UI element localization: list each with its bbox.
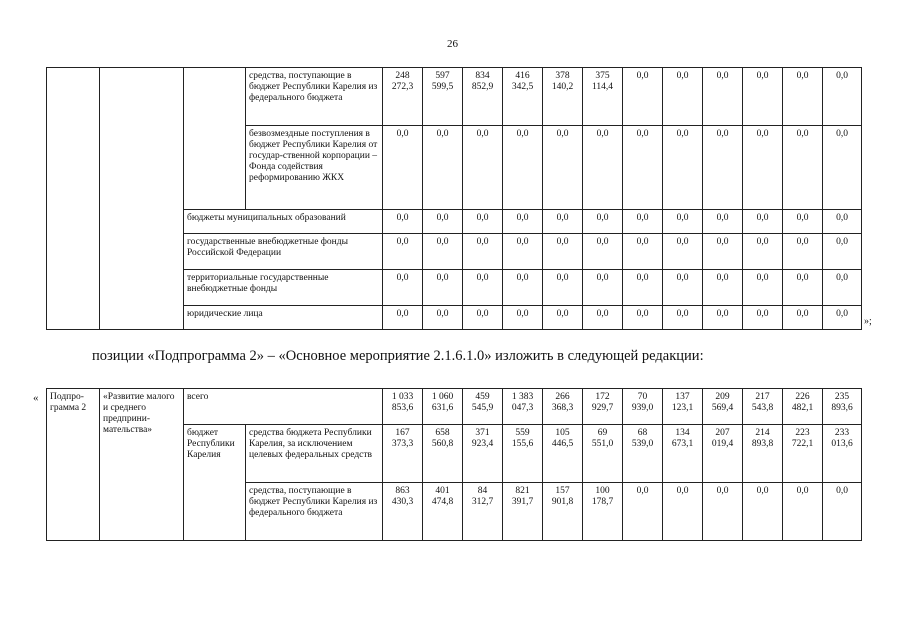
value-cell: 0,0	[743, 306, 783, 330]
value-cell: 0,0	[543, 270, 583, 306]
value-cell: 0,0	[503, 210, 543, 234]
value-cell: 0,0	[383, 126, 423, 210]
value-cell: 0,0	[703, 210, 743, 234]
value-cell: 0,0	[823, 483, 862, 541]
value-cell: 233 013,6	[823, 425, 862, 483]
value-cell: 0,0	[823, 210, 862, 234]
value-cell: 0,0	[623, 270, 663, 306]
subprogram-cell: Подпро-грамма 2	[47, 389, 100, 541]
value-cell: 137 123,1	[663, 389, 703, 425]
value-cell: 0,0	[783, 270, 823, 306]
value-cell: 0,0	[743, 126, 783, 210]
value-cell: 0,0	[463, 126, 503, 210]
value-cell: 0,0	[663, 210, 703, 234]
value-cell: 0,0	[743, 68, 783, 126]
value-cell: 0,0	[463, 210, 503, 234]
value-cell: 207 019,4	[703, 425, 743, 483]
value-cell: 70 939,0	[623, 389, 663, 425]
value-cell: 1 383 047,3	[503, 389, 543, 425]
source-group-cell: бюджет Республики Карелия	[184, 425, 246, 541]
subprogram-name-cell: «Развитие малого и среднего предприни-мательства»	[100, 389, 184, 541]
value-cell: 0,0	[663, 126, 703, 210]
opening-quote: «	[33, 392, 39, 404]
value-cell: 0,0	[623, 68, 663, 126]
value-cell: 69 551,0	[583, 425, 623, 483]
value-cell: 0,0	[423, 210, 463, 234]
value-cell: 378 140,2	[543, 68, 583, 126]
value-cell: 0,0	[703, 270, 743, 306]
value-cell: 658 560,8	[423, 425, 463, 483]
row-label: государственные внебюджетные фонды Российской Федерации	[184, 234, 383, 270]
value-cell: 0,0	[583, 306, 623, 330]
value-cell: 0,0	[623, 210, 663, 234]
value-cell: 0,0	[783, 234, 823, 270]
value-cell: 416 342,5	[503, 68, 543, 126]
value-cell: 68 539,0	[623, 425, 663, 483]
table-row	[47, 389, 862, 425]
value-cell: 0,0	[743, 483, 783, 541]
value-cell: 0,0	[663, 234, 703, 270]
program-cell	[47, 68, 100, 330]
value-cell: 0,0	[503, 234, 543, 270]
value-cell: 0,0	[383, 234, 423, 270]
value-cell: 0,0	[743, 210, 783, 234]
value-cell: 821 391,7	[503, 483, 543, 541]
value-cell: 172 929,7	[583, 389, 623, 425]
value-cell: 597 599,5	[423, 68, 463, 126]
row-label: средства, поступающие в бюджет Республики Карелия из федерального бюджета	[246, 68, 383, 126]
value-cell: 0,0	[663, 68, 703, 126]
value-cell: 105 446,5	[543, 425, 583, 483]
value-cell: 266 368,3	[543, 389, 583, 425]
value-cell: 0,0	[583, 234, 623, 270]
value-cell: 0,0	[703, 68, 743, 126]
page-number: 26	[447, 38, 458, 50]
value-cell: 0,0	[623, 234, 663, 270]
value-cell: 0,0	[383, 210, 423, 234]
value-cell: 0,0	[663, 306, 703, 330]
value-cell: 0,0	[783, 306, 823, 330]
value-cell: 0,0	[423, 234, 463, 270]
value-cell: 0,0	[543, 234, 583, 270]
value-cell: 0,0	[783, 126, 823, 210]
value-cell: 0,0	[383, 306, 423, 330]
value-cell: 0,0	[703, 126, 743, 210]
value-cell: 0,0	[423, 126, 463, 210]
source-group-cell	[184, 68, 246, 210]
value-cell: 0,0	[623, 483, 663, 541]
value-cell: 0,0	[463, 306, 503, 330]
value-cell: 0,0	[663, 483, 703, 541]
value-cell: 0,0	[703, 234, 743, 270]
value-cell: 0,0	[503, 306, 543, 330]
value-cell: 0,0	[823, 234, 862, 270]
value-cell: 0,0	[543, 210, 583, 234]
value-cell: 226 482,1	[783, 389, 823, 425]
row-label: средства, поступающие в бюджет Республики Карелия из федерального бюджета	[246, 483, 383, 541]
amendment-paragraph: позиции «Подпрограмма 2» – «Основное мероприятие 2.1.6.1.0» изложить в следующей редакции:	[92, 348, 704, 364]
value-cell: 0,0	[583, 210, 623, 234]
value-cell: 0,0	[623, 126, 663, 210]
value-cell: 0,0	[783, 483, 823, 541]
table-row	[47, 68, 862, 126]
value-cell: 459 545,9	[463, 389, 503, 425]
value-cell: 0,0	[503, 126, 543, 210]
value-cell: 84 312,7	[463, 483, 503, 541]
value-cell: 0,0	[503, 270, 543, 306]
value-cell: 0,0	[823, 306, 862, 330]
value-cell: 0,0	[463, 270, 503, 306]
closing-quote: »;	[864, 316, 872, 327]
value-cell: 834 852,9	[463, 68, 503, 126]
value-cell: 0,0	[543, 126, 583, 210]
value-cell: 248 272,3	[383, 68, 423, 126]
budget-table-continued	[46, 67, 862, 330]
value-cell: 559 155,6	[503, 425, 543, 483]
row-label: юридические лица	[184, 306, 383, 330]
value-cell: 157 901,8	[543, 483, 583, 541]
value-cell: 0,0	[703, 306, 743, 330]
value-cell: 0,0	[583, 270, 623, 306]
budget-table-subprogram-2	[46, 388, 862, 541]
value-cell: 0,0	[783, 210, 823, 234]
value-cell: 401 474,8	[423, 483, 463, 541]
row-label: средства бюджета Республики Карелия, за исключением целевых федеральных средств	[246, 425, 383, 483]
value-cell: 0,0	[823, 68, 862, 126]
value-cell: 0,0	[463, 234, 503, 270]
row-label: всего	[184, 389, 383, 425]
value-cell: 863 430,3	[383, 483, 423, 541]
value-cell: 1 060 631,6	[423, 389, 463, 425]
value-cell: 0,0	[543, 306, 583, 330]
value-cell: 0,0	[583, 126, 623, 210]
value-cell: 0,0	[743, 270, 783, 306]
value-cell: 100 178,7	[583, 483, 623, 541]
row-label: территориальные государственные внебюджетные фонды	[184, 270, 383, 306]
value-cell: 223 722,1	[783, 425, 823, 483]
value-cell: 0,0	[383, 270, 423, 306]
value-cell: 371 923,4	[463, 425, 503, 483]
value-cell: 214 893,8	[743, 425, 783, 483]
value-cell: 0,0	[823, 126, 862, 210]
value-cell: 0,0	[783, 68, 823, 126]
value-cell: 0,0	[423, 306, 463, 330]
value-cell: 134 673,1	[663, 425, 703, 483]
value-cell: 1 033 853,6	[383, 389, 423, 425]
value-cell: 0,0	[663, 270, 703, 306]
value-cell: 0,0	[423, 270, 463, 306]
row-label: безвозмездные поступления в бюджет Республики Карелия от государ-ственной корпорации – Фонда содействия реформированию ЖКХ	[246, 126, 383, 210]
value-cell: 235 893,6	[823, 389, 862, 425]
name-cell	[100, 68, 184, 330]
value-cell: 167 373,3	[383, 425, 423, 483]
value-cell: 0,0	[703, 483, 743, 541]
value-cell: 0,0	[823, 270, 862, 306]
row-label: бюджеты муниципальных образований	[184, 210, 383, 234]
value-cell: 0,0	[743, 234, 783, 270]
value-cell: 217 543,8	[743, 389, 783, 425]
value-cell: 209 569,4	[703, 389, 743, 425]
value-cell: 0,0	[623, 306, 663, 330]
value-cell: 375 114,4	[583, 68, 623, 126]
